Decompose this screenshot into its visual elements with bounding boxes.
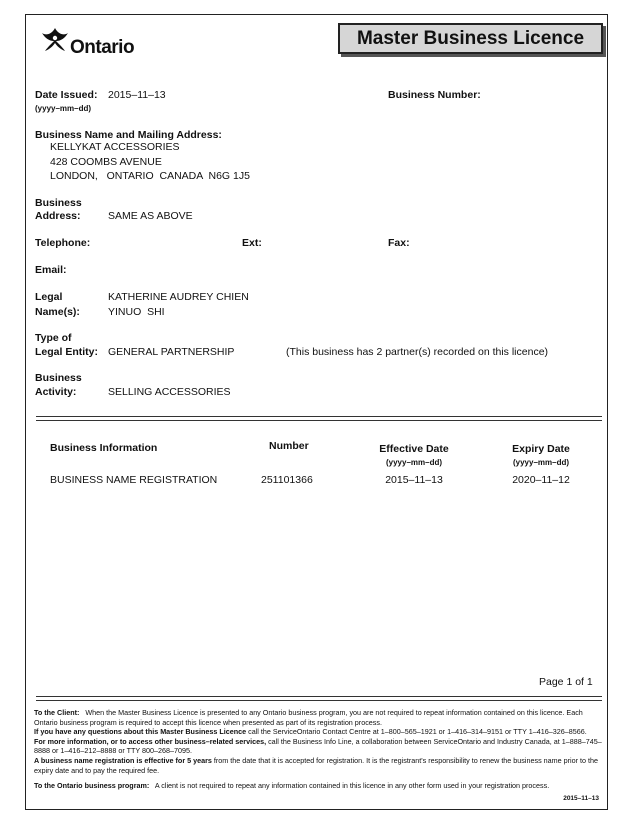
col-header-expiry-format: (yyyy–mm–dd) xyxy=(512,458,570,467)
entity-note: (This business has 2 partner(s) recorded on this licence) xyxy=(286,346,549,358)
telephone-label: Telephone: xyxy=(35,237,91,249)
registration-note-label: A business name registration is effective for 5 years xyxy=(34,755,212,765)
logo-wordmark: Ontario xyxy=(70,37,135,58)
name-address-label: Business Name and Mailing Address: xyxy=(35,129,222,141)
client-note-text: When the Master Business Licence is presented to any Ontario business program, you are not required to repeat information contained on this licence. Each Ontario business program is required to accept this licence when presented as part of its registration process. xyxy=(34,708,583,727)
questions-note-text: call the ServiceOntario Contact Centre at 1–800–565–1921 or 1–416–314–9151 or TTY 1–416–326–8566. xyxy=(248,727,587,737)
footer-divider xyxy=(36,696,602,701)
more-info-note-text: call the Business Info Line, a collaboration between ServiceOntario and Industry Canada, at 1–888–745–8888 or 1–416–212–8888 or TTY 800–268–7095. xyxy=(34,736,602,756)
date-issued-value: 2015–11–13 xyxy=(108,89,166,101)
date-issued-label: Date Issued: xyxy=(35,89,98,101)
activity-label-2: Activity: xyxy=(35,386,77,398)
legal-names-label-2: Name(s): xyxy=(35,306,80,318)
questions-note-label: If you have any questions about this Master Business Licence xyxy=(34,727,247,737)
activity-label-1: Business xyxy=(35,372,82,384)
more-info-note-label: For more information, or to access other business–related services, xyxy=(34,736,267,746)
more-info-note xyxy=(34,737,604,756)
questions-note xyxy=(34,727,604,737)
mailing-line-2: 428 COOMBS AVENUE xyxy=(50,156,162,168)
email-label: Email: xyxy=(35,264,67,276)
legal-name-1: KATHERINE AUDREY CHIEN xyxy=(108,291,249,303)
registration-note xyxy=(34,756,604,775)
registration-note-text: from the date that it is accepted for registration. It is the registrant's responsibility to renew the business name prior to the expiry date and to pay the required fee. xyxy=(34,755,599,775)
business-address-label-2: Address: xyxy=(35,210,81,222)
entity-label-1: Type of xyxy=(35,332,72,344)
section-divider xyxy=(36,416,602,421)
fax-label: Fax: xyxy=(388,237,410,249)
row-number: 251101366 xyxy=(261,474,313,486)
page-number: Page 1 of 1 xyxy=(539,676,593,688)
activity-value: SELLING ACCESSORIES xyxy=(108,386,231,398)
program-note-label: To the Ontario business program: xyxy=(34,781,150,791)
date-issued-format: (yyyy–mm–dd) xyxy=(35,104,92,113)
row-expiry: 2020–11–12 xyxy=(512,474,570,486)
legal-names-label-1: Legal xyxy=(35,291,63,303)
client-note xyxy=(34,708,604,727)
entity-label-2: Legal Entity: xyxy=(35,346,99,358)
col-header-expiry: Expiry Date xyxy=(512,443,570,455)
mailing-line-1: KELLYKAT ACCESSORIES xyxy=(50,141,180,153)
document-title: Master Business Licence xyxy=(338,23,603,54)
business-number-label: Business Number: xyxy=(388,89,481,101)
business-address-value: SAME AS ABOVE xyxy=(108,210,193,222)
entity-type-value: GENERAL PARTNERSHIP xyxy=(108,346,235,358)
ext-label: Ext: xyxy=(242,237,262,249)
row-info: BUSINESS NAME REGISTRATION xyxy=(50,474,218,486)
footer-notes xyxy=(34,708,604,791)
col-header-info: Business Information xyxy=(50,442,158,454)
business-address-label-1: Business xyxy=(35,197,82,209)
col-header-effective-format: (yyyy–mm–dd) xyxy=(385,458,443,467)
ontario-logo xyxy=(40,25,160,65)
program-note xyxy=(34,781,604,791)
program-note-text: A client is not required to repeat any information contained in this licence in any other form used in your registration process. xyxy=(154,781,550,791)
col-header-number: Number xyxy=(269,440,309,452)
col-header-effective: Effective Date xyxy=(379,443,449,455)
footer-date: 2015–11–13 xyxy=(563,795,599,802)
licence-page xyxy=(25,14,608,810)
legal-name-2: YINUO SHI xyxy=(108,306,165,318)
trillium-icon xyxy=(40,25,70,53)
row-effective: 2015–11–13 xyxy=(385,474,443,486)
mailing-line-3: LONDON, ONTARIO CANADA N6G 1J5 xyxy=(50,170,250,182)
client-note-label: To the Client: xyxy=(34,708,80,717)
